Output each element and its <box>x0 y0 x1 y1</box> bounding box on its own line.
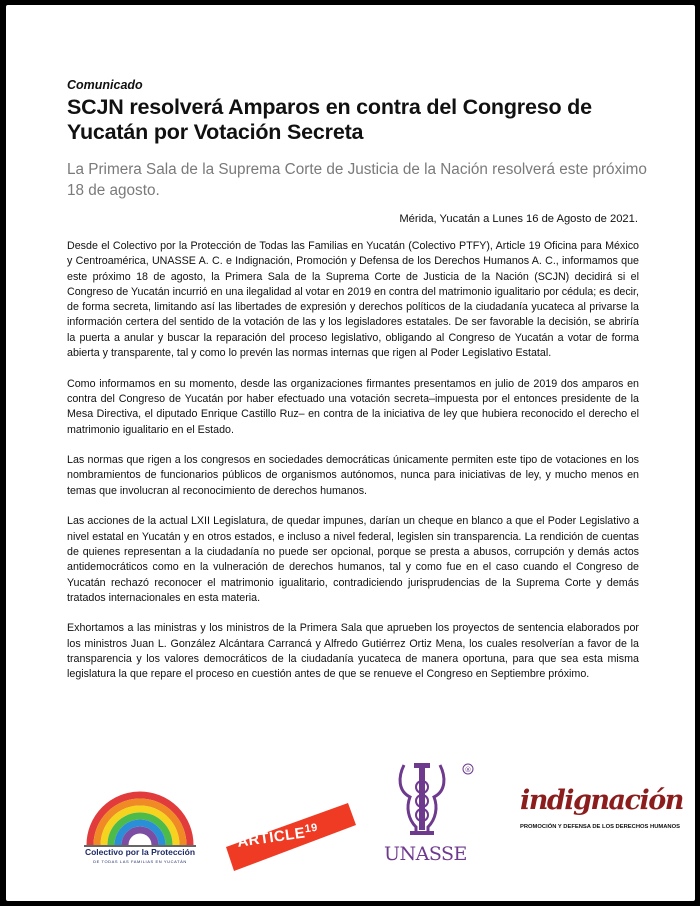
ptfy-logo <box>80 783 200 863</box>
unasse-text: UNASSE <box>384 843 467 865</box>
rainbow-icon <box>80 783 200 847</box>
registered-mark: ® <box>464 766 472 774</box>
press-release-page <box>6 5 695 901</box>
signatory-logos <box>6 755 695 895</box>
paragraph-2: Como informamos en su momento, desde las organizaciones firmantes presentamos en julio de 2019 dos amparos en contra del Congreso de Yucatán por haber efectuado una votación secreta–impuesta por el entonces presidente de la Mesa Directiva, el diputado Enrique Castillo Ruz– en contra de la iniciativa de ley que hubiera reconocido el derecho el matrimonio igualitario en el Estado. <box>67 377 639 436</box>
indignacion-logo <box>520 785 683 855</box>
paragraph-3: Las normas que rigen a los congresos en sociedades democráticas únicamente permiten este tipo de votaciones en los nombramientos de funcionarios públicos de organismos autónomos, nunca para iniciativas de ley, y mucho menos en temas que involucran al reconocimiento de derechos humanos. <box>67 454 639 497</box>
paragraph-5: Exhortamos a las ministras y los ministros de la Primera Sala que aprueben los proyectos de sentencia elaborados por los ministros Juan L. González Alcántara Carrancá y Alfredo Gutiérrez Ortiz Mena, los cuales resolverían a favor de la transparencia y los valores democráticos de la ciudadanía yucateca de manera oportuna, para que sea esta misma legislatura la que repare el proceso en cuestión antes de que se renueve el Congreso en Septiembre próximo. <box>67 622 639 681</box>
headline: SCJN resolverá Amparos en contra del Congreso de Yucatán por Votación Secreta <box>67 95 592 144</box>
kicker-label: Comunicado <box>67 78 143 92</box>
article19-logo <box>222 795 362 875</box>
indignacion-text: indignación <box>520 785 683 816</box>
article19-text: ARTICLE$^{19}$ <box>236 821 319 851</box>
dateline: Mérida, Yucatán a Lunes 16 de Agosto de 2021. <box>399 213 638 225</box>
unasse-logo <box>384 761 494 873</box>
paragraph-1: Desde el Colectivo por la Protección de Todas las Familias en Yucatán (Colectivo PTFY), Article 19 Oficina para México y Centroamérica, UNASSE A. C. e Indignación, Promoción y Defensa de los Derechos Humanos A. C., informamos que este próximo 18 de agosto, la Primera Sala de la Suprema Corte de Justicia de la Nación (SCJN) decidirá si el Congreso de Yucatán incurrió en una ilegalidad al votar en 2019 en contra del matrimonio igualitario por cédula; es decir, de forma secreta, limitando así las libertades de expresión y derechos políticos de la ciudadanía yucateca al privarse la información certera del sentido de la votación de las y los legisladores estatales. De ser favorable la decisión, se abriría la puerta a anular y buscar la reparación del proceso legislativo, obligando al Congreso de Yucatán a votar de forma abierta y transparente, tal y como lo prevén las normas internas que rigen al Poder Legislativo Estatal. <box>67 240 639 360</box>
ptfy-subtitle: DE TODAS LAS FAMILIAS EN YUCATÁN <box>93 859 187 864</box>
indignacion-subtitle: PROMOCIÓN Y DEFENSA DE LOS DERECHOS HUMANOS <box>520 824 680 830</box>
subheadline: La Primera Sala de la Suprema Corte de Justicia de la Nación resolverá este próximo 18 de agosto. <box>67 161 647 199</box>
paragraph-4: Las acciones de la actual LXII Legislatura, de quedar impunes, darían un cheque en blanco a que el Poder Legislativo a nivel estatal en Yucatán y en otros estados, e incluso a nivel federal, legislen sin transparencia. La rendición de cuentas de quienes representan a la ciudadanía no puede ser opcional, porque se presta a abusos, corrupción y demás actos antidemocráticos como en la vulneración de derechos humanos, tal y como fue en el caso cuando el Congreso de Yucatán rechazó reconocer el matrimonio igualitario, contradiciendo jurisprudencias de la Suprema Corte y demás tratados internacionales en esta materia. <box>67 515 639 604</box>
body-text <box>67 239 639 698</box>
ptfy-name: Colectivo por la Protección <box>84 847 196 857</box>
unasse-emblem-icon <box>384 761 474 845</box>
